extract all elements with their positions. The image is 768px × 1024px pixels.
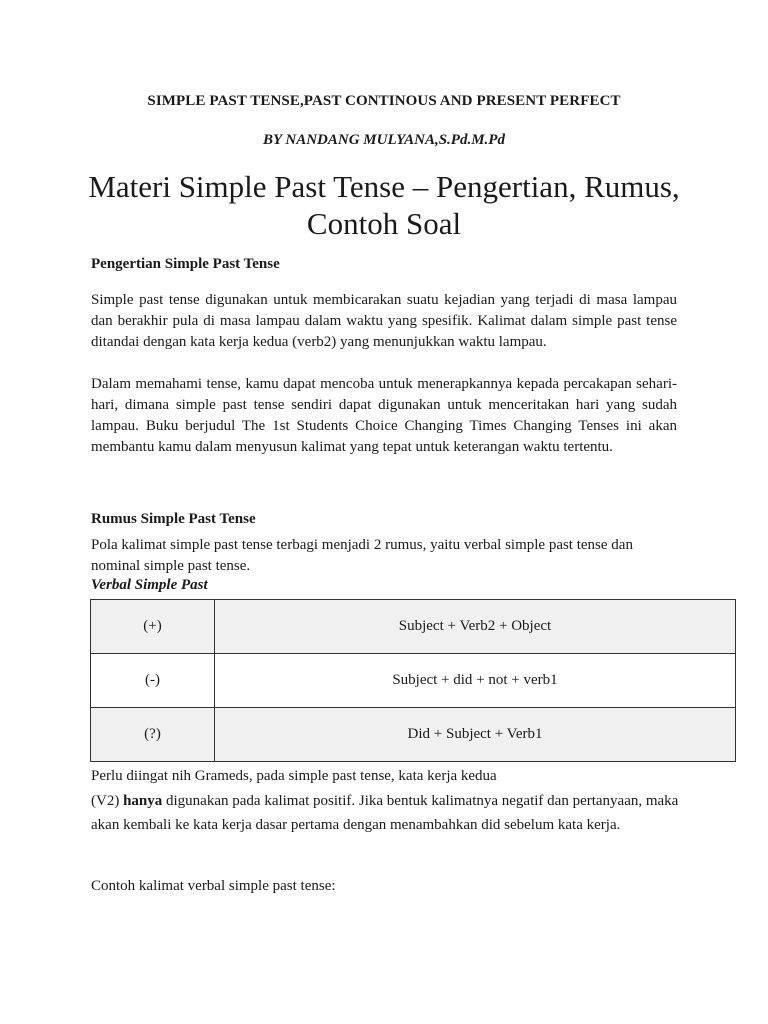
verbal-simple-past-heading: Verbal Simple Past: [91, 577, 208, 593]
pengertian-paragraph-2: Dalam memahami tense, kamu dapat mencoba untuk menerapkannya kepada percakapan sehari-hari, dimana simple past tense sendiri dapat digunakan untuk menceritakan hari yang sudah lampau. Buku berjudul The 1st Students Choice Changing Times Changing Tenses ini akan membantu kamu dalam menyusun kalimat yang tepat untuk keterangan waktu tertentu.: [91, 376, 677, 455]
formula-symbol-question: (?): [91, 708, 215, 762]
pengertian-paragraph-1: Simple past tense digunakan untuk membicarakan suatu kejadian yang terjadi di masa lampau dan berakhir pula di masa lampau dalam waktu yang spesifik. Kalimat dalam simple past tense ditandai dengan kata kerja kedua (verb2) yang menunjukkan waktu lampau.: [91, 292, 677, 350]
document-title: SIMPLE PAST TENSE,PAST CONTINOUS AND PRESENT PERFECT: [147, 93, 621, 109]
formula-positive: Subject + Verb2 + Object: [215, 600, 736, 654]
main-heading: Materi Simple Past Tense – Pengertian, Rumus, Contoh Soal: [88, 169, 680, 241]
formula-question: Did + Subject + Verb1: [215, 708, 736, 762]
table-row: [91, 654, 736, 708]
rumus-heading: Rumus Simple Past Tense: [91, 511, 256, 527]
document-author: BY NANDANG MULYANA,S.Pd.M.Pd: [263, 132, 505, 148]
formula-table: [90, 599, 736, 762]
formula-symbol-positive: (+): [91, 600, 215, 654]
note-prefix: (V2): [91, 793, 124, 809]
note-line-1: Perlu diingat nih Grameds, pada simple past tense, kata kerja kedua: [91, 768, 497, 784]
rumus-paragraph: Pola kalimat simple past tense terbagi menjadi 2 rumus, yaitu verbal simple past tense dan nominal simple past tense.: [91, 537, 633, 574]
contoh-intro: Contoh kalimat verbal simple past tense:: [91, 878, 336, 894]
formula-negative: Subject + did + not + verb1: [215, 654, 736, 708]
pengertian-heading: Pengertian Simple Past Tense: [91, 256, 280, 272]
table-row: [91, 708, 736, 762]
note-paragraph: [91, 789, 681, 837]
formula-symbol-negative: (-): [91, 654, 215, 708]
table-row: [91, 600, 736, 654]
note-emphasis: hanya: [123, 793, 163, 809]
note-rest: digunakan pada kalimat positif. Jika bentuk kalimatnya negatif dan pertanyaan, maka akan kembali ke kata kerja dasar pertama dengan menambahkan did sebelum kata kerja.: [91, 793, 679, 833]
